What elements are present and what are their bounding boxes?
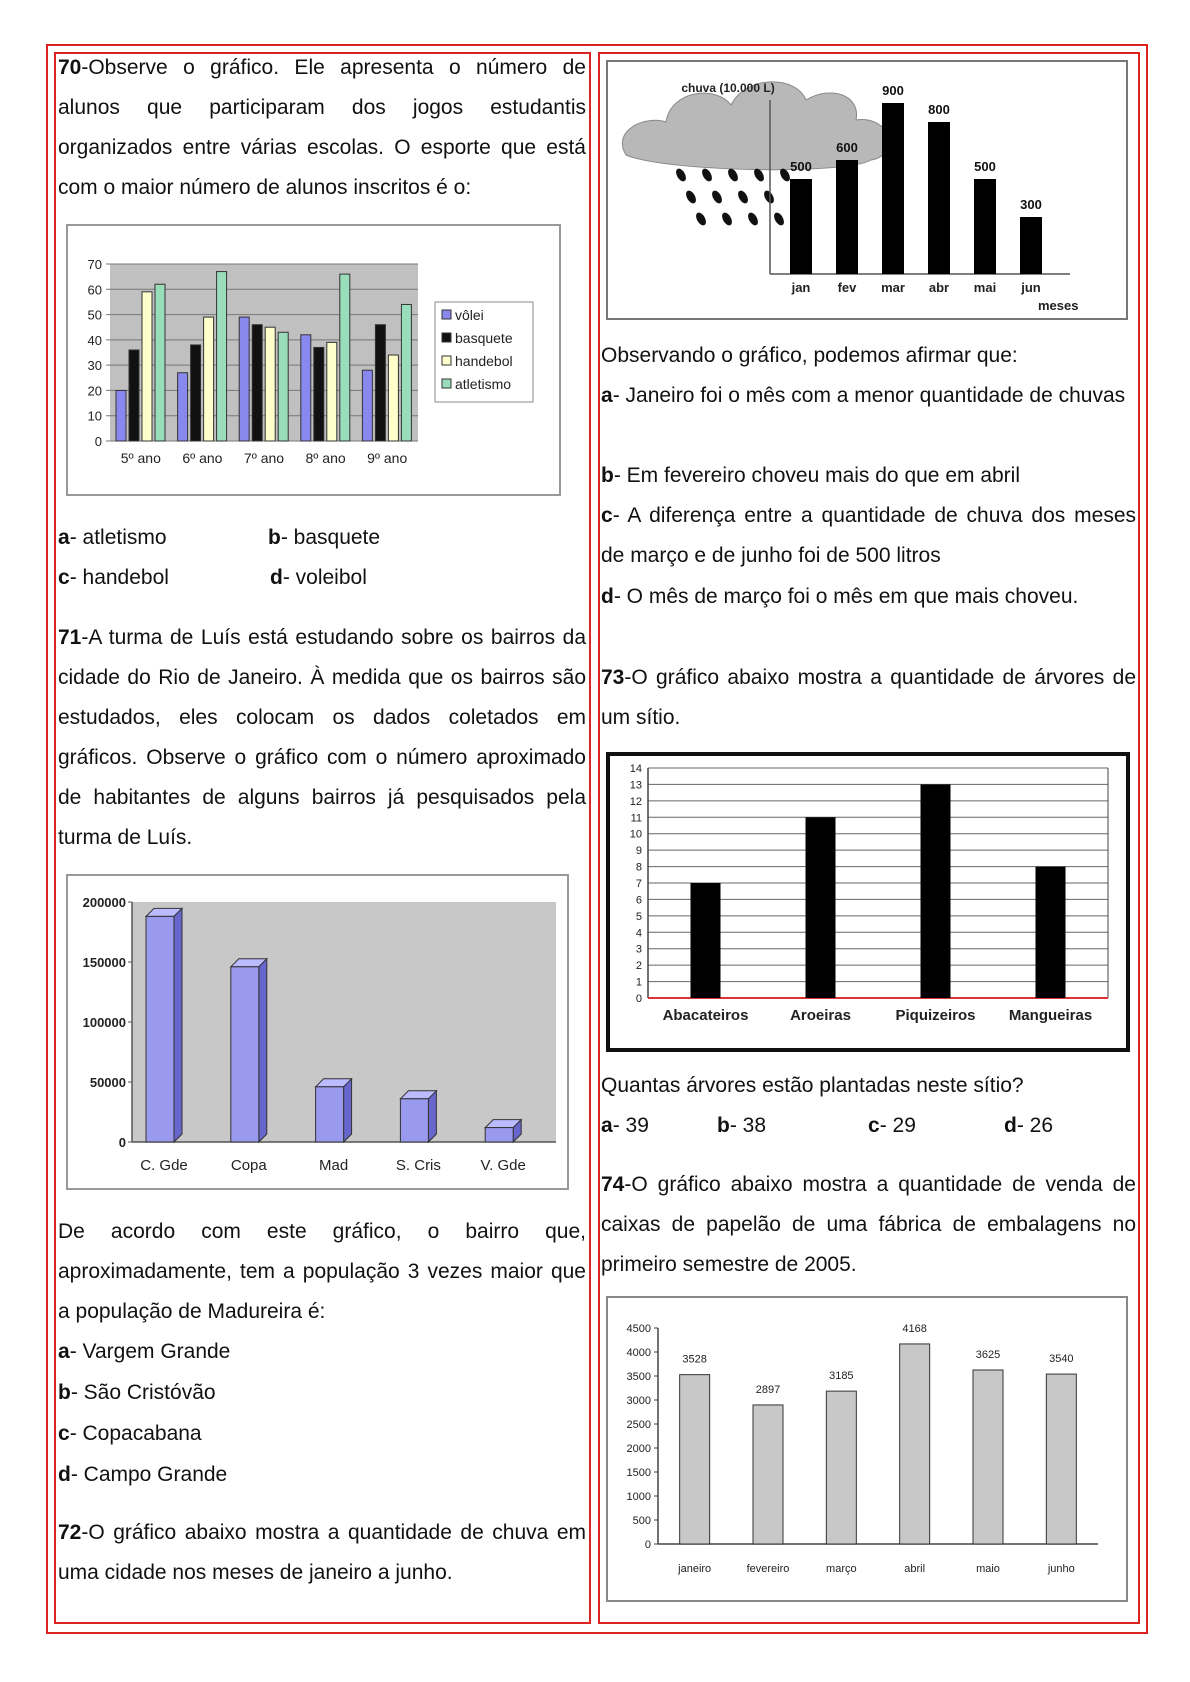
y-tick-label: 2 (635, 960, 642, 973)
y-tick-label: 50 (87, 307, 102, 323)
bar-vôlei (178, 373, 188, 441)
y-tick-label: 1500 (626, 1467, 651, 1479)
q72-option-c[interactable]: c- A diferença entre a quantidade de chuva dos meses de março e de junho foi de 500 litros (601, 504, 1136, 567)
q74-number: 74 (601, 1173, 625, 1196)
x-tick-label: Mad (319, 1157, 349, 1174)
y-tick-label: 0 (635, 993, 642, 1005)
x-tick-label: fevereiro (746, 1563, 790, 1575)
bar-handebol (142, 292, 152, 441)
x-tick-label: Copa (230, 1157, 267, 1174)
bar-Copa (231, 967, 259, 1142)
y-tick-label: 200000 (82, 895, 126, 910)
y-tick-label: 60 (87, 282, 102, 298)
data-label: 3540 (1049, 1353, 1074, 1366)
q74-body: -O gráfico abaixo mostra a quantidade de venda de caixas de papelão de uma fábrica de embalagens no primeiro semestre de 2005. (601, 1173, 1136, 1276)
bar-vôlei (239, 317, 249, 441)
y-tick-label: 10 (629, 828, 642, 841)
q71-question: De acordo com este gráfico, o bairro que, aproximadamente, tem a população 3 vezes maior que a população de Madureira é: (58, 1220, 586, 1323)
q71-option-b[interactable]: b- São Cristóvão (58, 1381, 216, 1404)
q70-body: -Observe o gráfico. Ele apresenta o número de alunos que participaram dos jogos estudantis organizados entre várias escolas. O esporte que está com o maior número de alunos inscritos é o: (58, 56, 586, 199)
q73-number: 73 (601, 666, 625, 689)
q70-number: 70 (58, 56, 82, 79)
bar-S. Cris (400, 1099, 428, 1142)
q72-number: 72 (58, 1521, 82, 1544)
y-tick-label: 4000 (626, 1347, 651, 1359)
y-tick-label: 50000 (89, 1075, 126, 1090)
bar-janeiro (680, 1375, 710, 1544)
x-tick-label: Mangueiras (1008, 1007, 1093, 1024)
x-tick-label: junho (1047, 1563, 1075, 1575)
data-label: 900 (882, 83, 904, 98)
q73-option-a[interactable]: a- 39 (601, 1114, 649, 1137)
x-tick-label: 5º ano (120, 450, 161, 466)
y-tick-label: 1 (635, 976, 642, 989)
bar-handebol (265, 327, 275, 441)
legend-swatch (442, 379, 451, 388)
y-tick-label: 1000 (626, 1491, 651, 1503)
data-label: 500 (790, 159, 812, 174)
x-tick-label: 7º ano (243, 450, 285, 466)
x-tick-label: S. Cris (395, 1157, 441, 1174)
x-tick-label: 6º ano (182, 450, 223, 466)
bar-atletismo (340, 274, 350, 441)
q71-option-d[interactable]: d- Campo Grande (58, 1463, 228, 1486)
y-tick-label: 7 (635, 878, 642, 890)
bar-basquete (375, 325, 385, 441)
legend-label: atletismo (455, 376, 512, 392)
q73-question: Quantas árvores estão plantadas neste sítio? (601, 1074, 1024, 1097)
x-tick-label: abr (928, 280, 950, 295)
trees-chart (606, 752, 1130, 1052)
bar-vôlei (301, 335, 311, 441)
data-label: 800 (928, 102, 950, 117)
y-tick-label: 30 (87, 358, 102, 374)
data-label: 2897 (755, 1383, 781, 1396)
q70-option-a[interactable]: a- atletismo (58, 526, 167, 549)
bar-junho (1046, 1374, 1076, 1544)
y-tick-label: 3000 (626, 1395, 651, 1407)
y-tick-label: 8 (635, 861, 642, 874)
bar-Aroeiras (806, 817, 836, 998)
q70-option-c[interactable]: c- handebol (58, 566, 169, 589)
bar-atletismo (155, 284, 165, 441)
x-tick-label: abril (904, 1563, 926, 1575)
x-tick-label: Aroeiras (790, 1007, 851, 1024)
q70-option-b[interactable]: b- basquete (268, 526, 381, 549)
y-tick-label: 10 (87, 408, 102, 424)
y-tick-label: 0 (94, 434, 102, 449)
legend-label: basquete (455, 330, 513, 346)
y-tick-label: 70 (87, 257, 102, 272)
bar-maio (973, 1370, 1003, 1544)
bar-Piquizeiros (921, 784, 951, 998)
y-tick-label: 3500 (626, 1371, 651, 1383)
y-tick-label: 5 (635, 910, 642, 923)
bar-abr (928, 122, 950, 274)
bar-side (428, 1091, 436, 1142)
x-tick-label: mar (881, 280, 905, 295)
q72-option-d[interactable]: d- O mês de março foi o mês em que mais choveu. (601, 585, 1079, 608)
data-label: 600 (836, 140, 858, 155)
bar-vôlei (116, 390, 126, 441)
bar-Mangueiras (1036, 867, 1066, 998)
bar-side (259, 959, 267, 1142)
population-chart-svg (66, 874, 569, 1190)
x-tick-label: jan (791, 280, 811, 295)
bar-abril (900, 1344, 930, 1544)
data-label: 3185 (829, 1370, 854, 1383)
legend-swatch (442, 333, 451, 342)
x-tick-label: 8º ano (305, 450, 346, 466)
q72-text (58, 1513, 586, 1593)
q71-option-a[interactable]: a- Vargem Grande (58, 1340, 231, 1363)
bar-basquete (252, 325, 262, 441)
bar-basquete (129, 350, 139, 441)
bar-side (344, 1079, 352, 1142)
x-tick-label: mai (973, 280, 997, 295)
legend-swatch (442, 356, 451, 365)
x-tick-label: janeiro (678, 1563, 712, 1575)
bar-vôlei (362, 370, 372, 441)
bar-C. Gde (146, 916, 174, 1142)
bar-mai (974, 179, 996, 274)
bar-março (826, 1391, 856, 1544)
y-tick-label: 40 (87, 332, 102, 348)
y-tick-label: 2500 (626, 1419, 651, 1431)
data-label: 300 (1020, 197, 1042, 212)
y-tick-label: 14 (629, 763, 642, 775)
y-tick-label: 4500 (626, 1323, 651, 1335)
bar-Mad (316, 1087, 344, 1142)
bar-fevereiro (753, 1405, 783, 1544)
bar-atletismo (401, 304, 411, 441)
sports-chart (66, 224, 561, 496)
q72-body: -O gráfico abaixo mostra a quantidade de chuva em uma cidade nos meses de janeiro a junho. (58, 1521, 586, 1584)
q73-option-c[interactable]: c- 29 (868, 1114, 916, 1137)
trees-chart-svg (606, 752, 1130, 1052)
x-tick-label: jun (1021, 280, 1041, 295)
q72-option-b[interactable]: b- Em fevereiro choveu mais do que em abril (601, 464, 1021, 487)
x-axis-label: meses (1038, 298, 1079, 313)
y-tick-label: 2000 (626, 1443, 651, 1455)
boxes-chart-svg (606, 1296, 1128, 1602)
data-label: 3625 (975, 1349, 1001, 1361)
boxes-chart (606, 1296, 1128, 1602)
q70-option-d[interactable]: d- voleibol (270, 566, 367, 589)
data-label: 4168 (902, 1322, 927, 1335)
x-tick-label: V. Gde (480, 1157, 526, 1174)
bar-V. Gde (485, 1128, 513, 1142)
y-tick-label: 9 (635, 845, 642, 858)
x-tick-label: C. Gde (140, 1157, 188, 1174)
y-tick-label: 11 (630, 812, 642, 825)
x-tick-label: Piquizeiros (895, 1007, 976, 1024)
x-tick-label: fev (837, 280, 857, 295)
q73-body: -O gráfico abaixo mostra a quantidade de árvores de um sítio. (601, 666, 1136, 729)
q71-body: -A turma de Luís está estudando sobre os bairros da cidade do Rio de Janeiro. À medida que os bairros são estudados, eles colocam os dados coletados em gráficos. Observe o gráfico com o número aproximado de habitantes de alguns bairros já pesquisados pela turma de Luís. (58, 626, 586, 849)
bar-handebol (204, 317, 214, 441)
legend-label: handebol (455, 353, 513, 369)
y-tick-label: 0 (118, 1135, 126, 1150)
q73-option-d[interactable]: d- 26 (1004, 1114, 1054, 1137)
bar-basquete (191, 345, 201, 441)
y-tick-label: 150000 (82, 955, 126, 970)
q72-option-a[interactable]: a- Janeiro foi o mês com a menor quantidade de chuvas (601, 384, 1126, 407)
rain-chart (606, 60, 1128, 320)
legend-label: vôlei (455, 307, 484, 323)
data-label: 500 (974, 159, 996, 174)
bar-atletismo (217, 272, 227, 441)
bar-handebol (327, 342, 337, 441)
q71-text (58, 618, 586, 858)
x-tick-label: 9º ano (367, 450, 408, 466)
q71-option-c[interactable]: c- Copacabana (58, 1422, 202, 1445)
y-tick-label: 3 (635, 943, 642, 956)
sports-chart-svg (66, 224, 561, 496)
x-tick-label: maio (976, 1563, 1000, 1575)
q74-text (601, 1165, 1136, 1285)
y-tick-label: 0 (644, 1539, 651, 1551)
bar-basquete (314, 347, 324, 441)
bar-fev (836, 160, 858, 274)
chart-title: chuva (10.000 L) (681, 81, 775, 95)
y-tick-label: 4 (635, 927, 642, 940)
bar-Abacateiros (691, 883, 721, 998)
q71-number: 71 (58, 626, 82, 649)
bar-side (174, 908, 182, 1142)
y-tick-label: 20 (87, 383, 102, 399)
bar-jun (1020, 217, 1042, 274)
x-tick-label: Abacateiros (662, 1007, 749, 1024)
q72-question: Observando o gráfico, podemos afirmar que: (601, 344, 1018, 367)
q70-text (58, 48, 586, 208)
population-chart (66, 874, 569, 1190)
x-tick-label: março (826, 1563, 857, 1575)
y-tick-label: 6 (635, 894, 642, 907)
y-tick-label: 100000 (82, 1015, 126, 1030)
data-label: 3528 (682, 1353, 707, 1366)
bar-handebol (388, 355, 398, 441)
q73-option-b[interactable]: b- 38 (717, 1114, 767, 1137)
y-tick-label: 500 (632, 1515, 651, 1527)
q73-text (601, 658, 1136, 738)
y-tick-label: 13 (629, 779, 642, 792)
bar-jan (790, 179, 812, 274)
y-tick-label: 12 (629, 795, 642, 808)
bar-mar (882, 103, 904, 274)
bar-atletismo (278, 332, 288, 441)
legend-swatch (442, 310, 451, 319)
rain-chart-svg (606, 60, 1128, 320)
